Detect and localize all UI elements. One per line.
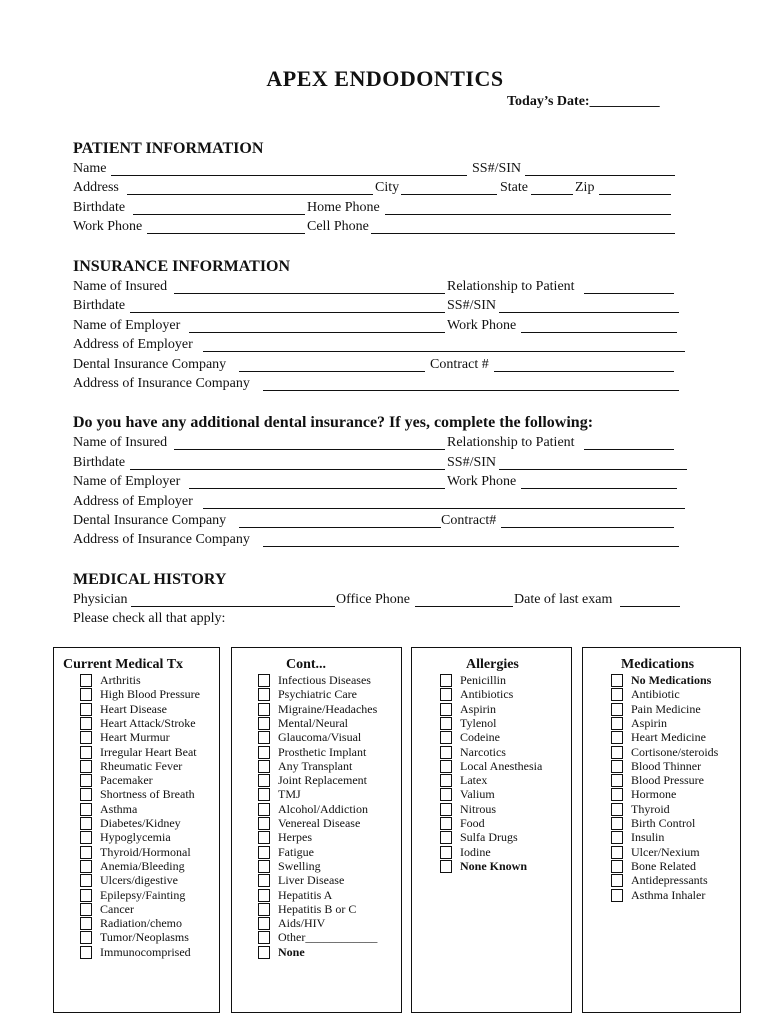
patient-work-phone-row [73,219,693,237]
checklist-item-label: Cancer [100,901,134,916]
checklist-item-label: Blood Thinner [631,758,702,773]
ins-company-address-field[interactable] [263,390,679,391]
checkbox[interactable] [611,860,623,873]
checkbox[interactable] [80,946,92,959]
checkbox[interactable] [80,931,92,944]
checkbox[interactable] [80,860,92,873]
checklist-item-label: Food [460,816,485,830]
physician-label: Physician [73,592,128,607]
ins-birthdate-row [73,298,693,316]
ins-employer-address-row [73,337,693,355]
checkbox[interactable] [440,803,452,816]
checklist-item-label: Hormone [631,787,677,802]
cell-phone-field[interactable] [371,233,675,234]
ins-birthdate-field[interactable] [130,312,445,313]
ins-employer-address-label: Address of Employer [73,337,193,352]
checklist-item-label: Ulcer/Nexium [631,844,700,859]
checkbox[interactable] [80,803,92,816]
checklist-item-label: Aids/HIV [278,916,326,931]
checkbox[interactable] [611,874,623,887]
checkbox[interactable] [440,831,452,844]
checkbox[interactable] [440,688,452,701]
checkbox[interactable] [80,831,92,844]
checkbox[interactable] [80,874,92,887]
address-field[interactable] [127,194,373,195]
physician-row [73,592,693,610]
city-field[interactable] [401,194,497,195]
name-label: Name [73,161,107,176]
checklist-item-label: Narcotics [460,744,506,759]
checkbox[interactable] [80,760,92,773]
checkbox[interactable] [440,731,452,744]
checkbox[interactable] [611,788,623,801]
checklist-item-label: Epilepsy/Fainting [100,887,186,902]
checkbox[interactable] [80,703,92,716]
ins-work-phone-field[interactable] [521,332,677,333]
checkbox[interactable] [258,917,270,930]
checklist-item-label: Joint Replacement [278,773,367,788]
ins-company-label: Dental Insurance Company [73,357,227,372]
insurance-info-heading: INSURANCE INFORMATION [73,258,291,275]
add-work-phone-label: Work Phone [447,474,517,489]
checklist-item-label: Blood Pressure [631,773,704,788]
checklist-item-label: Pacemaker [100,773,153,788]
add-company-address-label: Address of Insurance Company [73,532,250,547]
checklist-item-label: Asthma [100,801,138,816]
checkbox[interactable] [611,674,623,687]
add-employer-address-label: Address of Employer [73,494,193,509]
add-name-row [73,435,693,453]
office-phone-field[interactable] [415,606,513,607]
checkbox[interactable] [611,760,623,773]
checkbox[interactable] [258,717,270,730]
checklist-item-label: None Known [460,858,528,873]
checklist-item-label: Antibiotic [631,687,680,702]
checklist-item-label: Radiation/chemo [100,916,182,931]
checklist-item-label: Heart Attack/Stroke [100,715,196,730]
name-field[interactable] [111,175,467,176]
checklist-item-label: Aspirin [631,715,667,730]
add-ss-field[interactable] [499,469,687,470]
ins-ss-label: SS#/SIN [447,298,497,313]
checklist-item-label: Insulin [631,830,665,845]
home-phone-label: Home Phone [307,200,380,215]
checklist-item-label: Venereal Disease [278,816,361,830]
checkbox[interactable] [258,903,270,916]
checkbox[interactable] [258,703,270,716]
office-phone-label: Office Phone [336,592,410,607]
checkbox[interactable] [611,717,623,730]
add-company-label: Dental Insurance Company [73,513,227,528]
page-title: APEX ENDODONTICS [266,66,504,91]
checkbox[interactable] [611,703,623,716]
checklist-item-label: Diabetes/Kidney [100,816,181,830]
checkbox[interactable] [611,774,623,787]
checklist-item-label: Ulcers/digestive [100,873,178,888]
checklist-item-label: None [278,944,305,959]
ins-employer-row [73,318,693,336]
patient-info-heading: PATIENT INFORMATION [73,140,264,157]
checklist-item-label: Tumor/Neoplasms [100,930,189,945]
checkbox[interactable] [80,688,92,701]
checklist-item-label: Nitrous [460,801,496,816]
checklist-item-label: Thyroid/Hormonal [100,844,191,859]
checklist-item-label: TMJ [278,787,301,802]
checklist-item-label: Pain Medicine [631,701,701,716]
checkbox[interactable] [440,817,452,830]
checklist-item-label: Alcohol/Addiction [278,801,368,816]
add-name-label: Name of Insured [73,435,168,450]
ins-name-field[interactable] [174,293,445,294]
checkbox[interactable] [611,688,623,701]
checklist-item-label: Iodine [460,844,491,859]
state-field[interactable] [531,194,573,195]
checkbox[interactable] [258,731,270,744]
checklist-item-label: Prosthetic Implant [278,744,367,759]
checkbox[interactable] [611,817,623,830]
zip-label: Zip [575,180,595,195]
checklist-item-label: Glaucoma/Visual [278,730,362,745]
work-phone-label: Work Phone [73,219,143,234]
ins-ss-field[interactable] [499,312,679,313]
checkbox[interactable] [440,774,452,787]
checklist-item-label: Sulfa Drugs [460,830,518,845]
checklist-item-label: Arthritis [100,673,141,687]
checkbox[interactable] [258,746,270,759]
checklist-item-label: Birth Control [631,816,696,830]
checklist-item-label: Irregular Heart Beat [100,744,197,759]
checkbox[interactable] [258,674,270,687]
checkbox[interactable] [440,674,452,687]
column-heading: Cont... [286,657,327,672]
checkbox[interactable] [80,917,92,930]
patient-address-row [73,180,693,198]
checklist-item-label: Valium [460,787,495,802]
add-employer-row [73,474,693,492]
checkbox[interactable] [258,889,270,902]
checkbox[interactable] [440,860,452,873]
state-label: State [500,180,528,195]
ins-company-field[interactable] [239,371,425,372]
checklist-item-label: Aspirin [460,701,496,716]
add-company-address-field[interactable] [263,546,679,547]
ins-company-address-row [73,376,693,394]
checkbox[interactable] [258,688,270,701]
add-contract-label: Contract# [441,513,497,528]
checkbox[interactable] [258,774,270,787]
checkbox[interactable] [440,746,452,759]
last-exam-label: Date of last exam [514,592,613,607]
checklist-item-label: Hepatitis A [278,887,333,902]
add-employer-label: Name of Employer [73,474,181,489]
column-heading: Current Medical Tx [63,657,184,672]
add-company-row [73,513,693,531]
add-work-phone-field[interactable] [521,488,677,489]
checkbox[interactable] [80,817,92,830]
birthdate-label: Birthdate [73,200,126,215]
add-company-field[interactable] [239,527,441,528]
conditions-cont-column [231,647,402,1013]
checklist-item-label: Heart Murmur [100,730,170,745]
checkbox[interactable] [258,817,270,830]
checklist-item-label: Tylenol [460,715,497,730]
checkbox[interactable] [440,717,452,730]
home-phone-field[interactable] [385,214,671,215]
birthdate-field[interactable] [133,214,305,215]
ins-birthdate-label: Birthdate [73,298,126,313]
ins-company-address-label: Address of Insurance Company [73,376,250,391]
checklist-item-label: Latex [460,773,488,788]
check-all-label: Please check all that apply: [73,611,226,626]
add-employer-address-row [73,494,693,512]
checklist-item-label: Local Anesthesia [460,758,543,773]
add-relationship-field[interactable] [584,449,674,450]
patient-name-row [73,161,693,179]
checklist-item-label: Liver Disease [278,873,345,888]
ins-employer-field[interactable] [189,332,445,333]
add-employer-field[interactable] [189,488,445,489]
add-contract-field[interactable] [501,527,674,528]
checklist-item-label: Codeine [460,730,500,745]
add-employer-address-field[interactable] [203,508,685,509]
checklist-item-label: Psychiatric Care [278,687,357,702]
checkbox[interactable] [258,946,270,959]
medications-column [582,647,741,1013]
checklist-item-label: No Medications [631,673,712,687]
ins-contract-field[interactable] [494,371,674,372]
checkbox[interactable] [80,731,92,744]
checkbox[interactable] [80,788,92,801]
allergies-column [411,647,572,1013]
add-birthdate-label: Birthdate [73,455,126,470]
column-heading: Medications [621,657,695,672]
add-company-address-row [73,532,693,550]
checkbox[interactable] [258,760,270,773]
ins-employer-label: Name of Employer [73,318,181,333]
checkbox[interactable] [611,731,623,744]
ins-relationship-label: Relationship to Patient [447,279,575,294]
checkbox[interactable] [258,931,270,944]
add-birthdate-row [73,455,693,473]
checklist-item-label: Migraine/Headaches [278,701,378,716]
checkbox[interactable] [258,860,270,873]
ins-employer-address-field[interactable] [203,351,685,352]
address-label: Address [73,180,119,195]
checkbox[interactable] [440,846,452,859]
checkbox[interactable] [80,746,92,759]
checklist-item-label: Anemia/Bleeding [100,858,185,873]
checklist-item-label: Asthma Inhaler [631,887,706,902]
ss-label: SS#/SIN [472,161,522,176]
checklist-item-label: High Blood Pressure [100,687,200,702]
checkbox[interactable] [258,831,270,844]
patient-birthdate-row [73,200,693,218]
checklist-item-label: Herpes [278,830,312,845]
checklist-item-label: Fatigue [278,844,314,859]
checkbox[interactable] [611,831,623,844]
checkbox[interactable] [440,760,452,773]
ins-relationship-field[interactable] [584,293,674,294]
checklist-item-label: Infectious Diseases [278,673,371,687]
checkbox[interactable] [80,774,92,787]
ins-contract-label: Contract # [430,357,489,372]
check-all-row [73,611,693,629]
work-phone-field[interactable] [147,233,305,234]
ins-company-row [73,357,693,375]
cell-phone-label: Cell Phone [307,219,369,234]
current-medical-tx-column [53,647,220,1013]
checkbox[interactable] [80,846,92,859]
checkbox[interactable] [258,803,270,816]
checklist-item-label: Mental/Neural [278,715,348,730]
checkbox[interactable] [80,903,92,916]
checklist-item-label: Bone Related [631,858,696,873]
zip-field[interactable] [599,194,671,195]
checklist-item-label: Cortisone/steroids [631,744,719,759]
medical-history-heading: MEDICAL HISTORY [73,571,227,588]
checklist-item-label: Shortness of Breath [100,787,195,802]
checkbox[interactable] [611,803,623,816]
ins-work-phone-label: Work Phone [447,318,517,333]
last-exam-field[interactable] [620,606,680,607]
checkbox[interactable] [258,846,270,859]
add-ss-label: SS#/SIN [447,455,497,470]
checklist-item-label: Hypoglycemia [100,830,171,845]
checkbox[interactable] [80,674,92,687]
additional-insurance-heading: Do you have any additional dental insurance? If yes, complete the following: [73,414,594,431]
checkbox[interactable] [611,889,623,902]
checkbox[interactable] [258,874,270,887]
ins-name-label: Name of Insured [73,279,168,294]
checklist-item-label: Any Transplant [278,758,353,773]
add-name-field[interactable] [174,449,445,450]
checkbox[interactable] [258,788,270,801]
checklist-item-label: Thyroid [631,801,670,816]
physician-field[interactable] [131,606,335,607]
checkbox[interactable] [611,746,623,759]
city-label: City [375,180,400,195]
ss-field[interactable] [525,175,675,176]
checklist-item-label: Hepatitis B or C [278,901,357,916]
ins-name-row [73,279,693,297]
checklist-item-label: Swelling [278,858,321,873]
checklist-item-label: Penicillin [460,673,506,687]
checklist-item-label: Antidepressants [631,873,708,888]
column-heading: Allergies [466,657,519,672]
checklist-item-label: Immunocomprised [100,944,191,959]
checkbox[interactable] [611,846,623,859]
checkbox[interactable] [440,703,452,716]
checkbox[interactable] [440,788,452,801]
checklist-item-label: Antibiotics [460,687,514,702]
add-relationship-label: Relationship to Patient [447,435,575,450]
checkbox[interactable] [80,717,92,730]
checkbox[interactable] [80,889,92,902]
checklist-item-label: Heart Disease [100,701,167,716]
todays-date-field[interactable]: Today’s Date:__________ [507,94,660,109]
add-birthdate-field[interactable] [130,469,445,470]
checklist-item-label: Other____________ [278,930,378,945]
checklist-item-label: Heart Medicine [631,730,706,745]
checklist-item-label: Rheumatic Fever [100,758,183,773]
